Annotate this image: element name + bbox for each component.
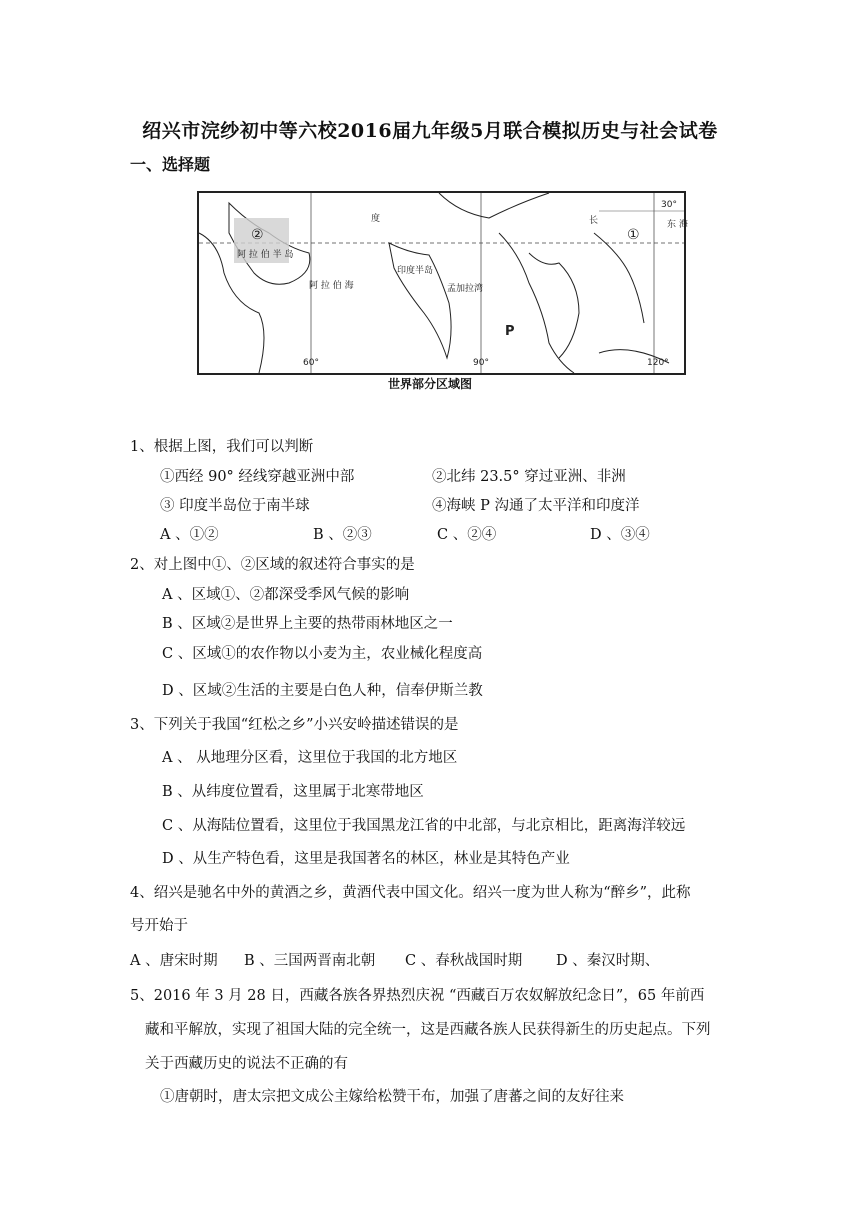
q2-option-a: A 、区域①、②都深受季风气候的影响 — [162, 587, 410, 603]
q4-option-d: D 、秦汉时期、 — [556, 953, 660, 969]
map-label-region1: ① — [627, 227, 640, 243]
q2-option-d: D 、区域②生活的主要是白色人种，信奉伊斯兰教 — [162, 683, 483, 699]
map-label-arabian-sea: 阿 拉 伯 海 — [309, 281, 354, 291]
page-title: 绍兴市浣纱初中等六校2016届九年级5月联合模拟历史与社会试卷 — [142, 120, 718, 142]
q1-option-c: C 、②④ — [437, 527, 497, 543]
map-label-du: 度 — [371, 214, 381, 224]
q5-stem-line2: 藏和平解放，实现了祖国大陆的完全统一，这是西藏各族人民获得新生的历史起点。下列 — [145, 1022, 711, 1038]
q4-stem-line1: 4、绍兴是驰名中外的黄酒之乡，黄酒代表中国文化。绍兴一度为世人称为“醉乡”，此称 — [130, 885, 691, 901]
q4-option-a: A 、唐宋时期 — [130, 953, 218, 969]
q3-option-c: C 、从海陆位置看，这里位于我国黑龙江省的中北部，与北京相比，距离海洋较远 — [162, 818, 686, 834]
map-caption: 世界部分区域图 — [387, 377, 472, 391]
map-label-lon60: 60° — [303, 358, 319, 368]
q1-option-d: D 、③④ — [590, 527, 650, 543]
q3-option-d: D 、从生产特色看，这里是我国著名的林区，林业是其特色产业 — [162, 851, 570, 867]
q1-option-b: B 、②③ — [313, 527, 372, 543]
q4-stem-line2: 号开始于 — [130, 918, 188, 934]
q5-stem-line3: 关于西藏历史的说法不正确的有 — [145, 1056, 348, 1072]
q1-stem: 1、根据上图，我们可以判断 — [130, 439, 314, 455]
map-label-east-sea: 东 海 — [667, 220, 688, 230]
q2-option-b: B 、区域②是世界上主要的热带雨林地区之一 — [162, 616, 453, 632]
q1-statement-4: ④海峡 P 沟通了太平洋和印度洋 — [432, 498, 640, 514]
map-label-india-peninsula: 印度半岛 — [397, 266, 434, 276]
q1-statement-1: ①西经 90° 经线穿越亚洲中部 — [160, 469, 355, 485]
q3-option-a: A 、 从地理分区看，这里位于我国的北方地区 — [162, 750, 458, 766]
q5-stem-line1: 5、2016 年 3 月 28 日，西藏各族各界热烈庆祝 “西藏百万农奴解放纪念日”，65 年前西 — [130, 988, 705, 1004]
map-label-lon120: 120° — [647, 358, 669, 368]
map-label-arabia: 阿 拉 伯 半 岛 — [237, 250, 294, 260]
map-label-lon90: 90° — [473, 358, 489, 368]
map-label-region2: ② — [251, 227, 264, 243]
map-label-strait-p: P — [505, 324, 515, 339]
q4-option-b: B 、三国两晋南北朝 — [244, 953, 376, 969]
section-heading: 一、选择题 — [130, 155, 211, 174]
q1-statement-2: ②北纬 23.5° 穿过亚洲、非洲 — [432, 469, 626, 485]
q1-statement-3: ③ 印度半岛位于南半球 — [160, 498, 310, 514]
q5-item-1: ①唐朝时，唐太宗把文成公主嫁给松赞干布，加强了唐蕃之间的友好往来 — [160, 1089, 624, 1105]
map-label-lat30: 30° — [661, 200, 677, 210]
map-label-bay-of-bengal: 孟加拉湾 — [447, 284, 484, 294]
q3-option-b: B 、从纬度位置看，这里属于北寒带地区 — [162, 784, 424, 800]
q4-option-c: C 、春秋战国时期 — [405, 953, 523, 969]
q2-stem: 2、对上图中①、②区域的叙述符合事实的是 — [130, 557, 415, 573]
q1-option-a: A 、①② — [160, 527, 219, 543]
map-label-chang: 长 — [589, 216, 599, 226]
q3-stem: 3、下列关于我国“红松之乡”小兴安岭描述错误的是 — [130, 717, 459, 733]
world-region-map — [197, 191, 686, 375]
q2-option-c: C 、区域①的农作物以小麦为主，农业械化程度高 — [162, 646, 483, 662]
